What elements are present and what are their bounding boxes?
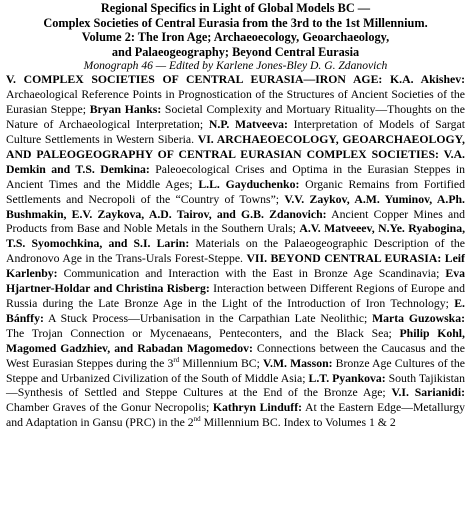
- bold-heading-or-author: VII. BEYOND CENTRAL EURASIA: Leif Karlenby:: [6, 252, 465, 281]
- paper-title-text: South Tajikistan—Synthesis of Settled and Steppe Cultures at the End of the Bronze Age;: [6, 371, 465, 400]
- paper-title-text: Societal Complexity and Mortuary Rituality—Thoughts on the Nature of Archaeological Interpretation;: [6, 103, 465, 132]
- bold-heading-or-author: Eva Hjartner-Holdar and Christina Risberg:: [6, 267, 465, 296]
- paper-title-text: Connections between the Caucasus and the West Eurasian Steppes during the 3: [6, 341, 465, 370]
- paper-title-text: Paleoecological Crises and Optima in the Eurasian Steppes in Ancient Times and the Middle Ages;: [6, 162, 465, 191]
- paper-title-text: Millennium BC;: [179, 356, 264, 370]
- bold-heading-or-author: Bryan Hanks:: [89, 103, 162, 117]
- paper-title-text: Interpretation of Models of Sargat Culture Settlements in Western Siberia.: [6, 118, 465, 146]
- bold-heading-or-author: E. Bánffy:: [6, 296, 465, 325]
- title-line: Regional Specifics in Light of Global Models BC —: [100, 1, 371, 15]
- bold-heading-or-author: V.M. Masson:: [263, 356, 333, 370]
- bold-heading-or-author: A.V. Matveeev, N.Ye. Ryabogina, T.S. Syomochkina, and S.I. Larin:: [6, 222, 466, 251]
- bold-heading-or-author: Kathryn Linduff:: [212, 401, 303, 415]
- ordinal-superscript: nd: [193, 415, 201, 424]
- paper-title-text: Communication and Interaction with the East in Bronze Age Scandinavia;: [57, 267, 446, 281]
- bold-heading-or-author: V.I. Sarianidi:: [391, 386, 466, 400]
- paper-title-text: Materials on the Palaeogeographic Description of the Andronovo Age in the Trans-Urals Forest-Steppe.: [6, 237, 465, 266]
- paper-title-text: Millennium BC. Index to Volumes 1 & 2: [200, 416, 396, 430]
- book-title: [6, 1, 465, 59]
- paper-title-text: Ancient Copper Mines and Products from Base and Noble Metals in the Southern Urals;: [6, 207, 465, 236]
- bold-heading-or-author: V. COMPLEX SOCIETIES OF CENTRAL EURASIA—IRON AGE: K.A. Akishev:: [6, 73, 465, 87]
- title-line: Volume 2: The Iron Age; Archaeoecology, Geoarchaeology,: [81, 30, 390, 45]
- paper-title-text: Chamber Graves of the Gonur Necropolis;: [6, 401, 213, 415]
- paper-title-text: A Stuck Process—Urbanisation in the Carpathian Late Neolithic;: [43, 311, 373, 325]
- paper-title-text: At the Eastern Edge—Metallurgy and Adaptation in Gansu (PRC) in the 2: [6, 401, 465, 430]
- title-line: Complex Societies of Central Eurasia from the 3rd to the 1st Millennium.: [43, 15, 428, 30]
- ordinal-superscript: rd: [173, 355, 180, 364]
- book-subtitle: Monograph 46 — Edited by Karlene Jones-Bley D. G. Zdanovich: [83, 59, 388, 73]
- bold-heading-or-author: L.L. Gayduchenko:: [198, 177, 300, 191]
- paper-title-text: Organic Remains from Fortified Settlements and Necropoli of the “Country of Towns”;: [6, 177, 465, 206]
- bold-heading-or-author: N.P. Matveeva:: [208, 118, 288, 132]
- paper-title-text: Interaction between Different Regions of Europe and Russia during the Late Bronze Age in the Light of the Introduction of Iron Technology;: [6, 282, 465, 310]
- paper-title-text: Archaeological Reference Points in Prognostication of the Structures of Ancient Societies of the Eurasian Steppe;: [6, 88, 465, 117]
- paper-title-text: Bronze Age Cultures of the Steppe and Urbanized Civilization of the South of Middle Asia;: [6, 356, 465, 385]
- bold-heading-or-author: L.T. Pyankova:: [308, 371, 386, 385]
- title-line: and Palaeogeography; Beyond Central Eurasia: [111, 44, 360, 59]
- table-of-contents-text: [6, 73, 465, 431]
- bold-heading-or-author: Marta Guzowska:: [372, 311, 465, 325]
- paper-title-text: The Trojan Connection or Mycenaeans, Penteconters, and the Black Sea;: [6, 326, 400, 340]
- bold-heading-or-author: Philip Kohl, Magomed Gadzhiev, and Rabadan Magomedov:: [6, 326, 465, 355]
- bold-heading-or-author: VI. ARCHAEOECOLOGY, GEOARCHAEOLOGY, AND PALEOGEOGRAPHY OF CENTRAL EURASIAN COMPLEX SOCIETIES: V.A. Demkin and T.S. Demkina:: [6, 133, 465, 176]
- bold-heading-or-author: V.V. Zaykov, A.M. Yuminov, A.Ph. Bushmakin, E.V. Zaykova, A.D. Tairov, and G.B. Zdanovich:: [6, 192, 465, 221]
